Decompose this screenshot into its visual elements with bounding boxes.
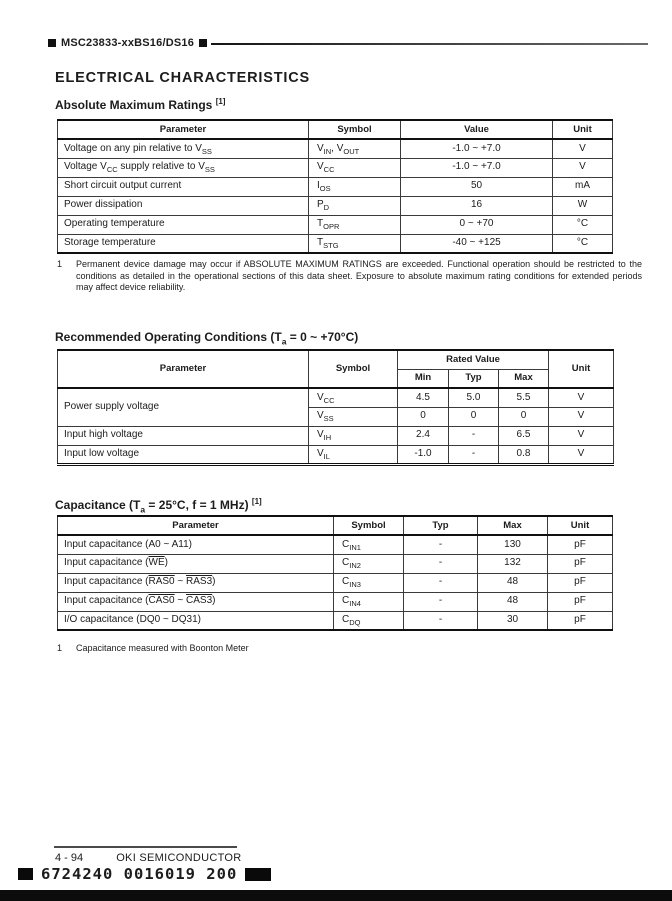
unit-cell: V [549, 426, 614, 445]
min-cell: -1.0 [398, 445, 449, 464]
column-header-value: Value [401, 120, 553, 139]
param-cell: Input capacitance (CAS0 ~ CAS3) [58, 592, 334, 611]
symbol-cell: $V_{IH}$ [309, 426, 398, 445]
symbol-cell: $T_{OPR}$ [309, 215, 401, 234]
symbol-cell: $V_{CC}$ [309, 388, 398, 407]
typ-cell: - [449, 426, 499, 445]
max-cell: 130 [478, 535, 548, 554]
table-row [58, 535, 613, 554]
table-row [58, 573, 613, 592]
abs-max-header-row [58, 120, 613, 139]
table-row [58, 215, 613, 234]
min-cell: 4.5 [398, 388, 449, 407]
table-row [58, 196, 613, 215]
footer-rule [54, 846, 237, 848]
document-header [48, 37, 648, 49]
column-header-symbol: Symbol [309, 120, 401, 139]
table-row [58, 554, 613, 573]
min-cell: 0 [398, 407, 449, 426]
unit-cell: V [549, 407, 614, 426]
footer-barcode-line [18, 866, 271, 882]
table-row [58, 139, 613, 158]
recommended-operating-conditions-table [57, 349, 614, 466]
unit-cell: V [553, 158, 613, 177]
param-cell: Voltage on any pin relative to $V_{SS}$ [58, 139, 309, 158]
unit-cell: V [549, 445, 614, 464]
param-cell: Input capacitance (RAS0 ~ RAS3) [58, 573, 334, 592]
footer-line [55, 852, 242, 864]
column-header-parameter: Parameter [58, 120, 309, 139]
footnote-number: 1 [57, 259, 63, 269]
column-header-unit: Unit [548, 516, 613, 535]
column-header-typ: Typ [449, 369, 499, 388]
section-heading-absolute-maximum-ratings [55, 97, 225, 112]
table-row [58, 158, 613, 177]
footnote-text: Permanent device damage may occur if ABSOLUTE MAXIMUM RATINGS are exceeded. Functional operation should be restricted to the conditions as detailed in the operational sections of this data sheet. Exposure to absolute maximum rating conditions for extended periods may affect device reliability. [76, 259, 642, 292]
header-rule [211, 43, 648, 45]
unit-cell: V [549, 388, 614, 407]
capacitance-footnote [57, 643, 642, 655]
footer-barcode-number: 6724240 0016019 200 [41, 865, 238, 883]
min-cell: 2.4 [398, 426, 449, 445]
typ-cell: 5.0 [449, 388, 499, 407]
max-cell: 30 [478, 611, 548, 630]
table-row [58, 234, 613, 253]
table-row [58, 445, 614, 464]
column-header-symbol: Symbol [309, 350, 398, 388]
column-header-unit: Unit [553, 120, 613, 139]
symbol-cell: $V_{SS}$ [309, 407, 398, 426]
column-header-parameter: Parameter [58, 350, 309, 388]
value-cell: -1.0 ~ +7.0 [401, 139, 553, 158]
symbol-cell: $C_{IN4}$ [334, 592, 404, 611]
typ-cell: - [404, 535, 478, 554]
symbol-cell: $V_{IN}$, $V_{OUT}$ [309, 139, 401, 158]
abs-max-heading-text: Absolute Maximum Ratings [55, 98, 216, 112]
param-cell: Power dissipation [58, 196, 309, 215]
max-cell: 48 [478, 592, 548, 611]
symbol-cell: $V_{IL}$ [309, 445, 398, 464]
typ-cell: 0 [449, 407, 499, 426]
column-header-min: Min [398, 369, 449, 388]
column-header-rated-value: Rated Value [398, 350, 549, 369]
symbol-cell: $I_{OS}$ [309, 177, 401, 196]
param-cell: Storage temperature [58, 234, 309, 253]
column-header-max: Max [478, 516, 548, 535]
typ-cell: - [404, 573, 478, 592]
table-row [58, 388, 614, 407]
unit-cell: pF [548, 611, 613, 630]
param-cell: Input low voltage [58, 445, 309, 464]
max-cell: 48 [478, 573, 548, 592]
table-row [58, 592, 613, 611]
barcode-square-left-icon [18, 868, 33, 880]
table-row [58, 611, 613, 630]
max-cell: 5.5 [499, 388, 549, 407]
symbol-cell: $C_{IN2}$ [334, 554, 404, 573]
capacitance-table [57, 515, 613, 631]
column-header-unit: Unit [549, 350, 614, 388]
value-cell: -40 ~ +125 [401, 234, 553, 253]
typ-cell: - [404, 611, 478, 630]
part-number: MSC23833-xxBS16/DS16 [61, 37, 195, 49]
header-square-right-icon [199, 39, 207, 47]
param-cell: Power supply voltage [58, 388, 309, 426]
column-header-typ: Typ [404, 516, 478, 535]
bottom-black-bar [0, 890, 672, 901]
unit-cell: W [553, 196, 613, 215]
symbol-cell: $C_{DQ}$ [334, 611, 404, 630]
unit-cell: pF [548, 554, 613, 573]
param-cell: Input capacitance $(\overline{WE})$ [58, 554, 334, 573]
param-cell: Input high voltage [58, 426, 309, 445]
symbol-cell: $V_{CC}$ [309, 158, 401, 177]
abs-max-table [57, 119, 613, 254]
symbol-cell: $C_{IN1}$ [334, 535, 404, 554]
param-cell: Input capacitance (A0 ~ A11) [58, 535, 334, 554]
capacitance-header-row [58, 516, 613, 535]
capacitance-heading-footnote-ref: [1] [251, 497, 262, 506]
max-cell: 0 [499, 407, 549, 426]
symbol-cell: $P_D$ [309, 196, 401, 215]
max-cell: 132 [478, 554, 548, 573]
symbol-cell: $C_{IN3}$ [334, 573, 404, 592]
column-header-parameter: Parameter [58, 516, 334, 535]
rec-op-header-row-1 [58, 350, 614, 369]
value-cell: 50 [401, 177, 553, 196]
unit-cell: pF [548, 592, 613, 611]
value-cell: 16 [401, 196, 553, 215]
footnote-text: Capacitance measured with Boonton Meter [76, 643, 249, 653]
unit-cell: °C [553, 234, 613, 253]
param-cell: Voltage $V_{CC}$ supply relative to $V_{SS}$ [58, 158, 309, 177]
typ-cell: - [449, 445, 499, 464]
param-cell: Operating temperature [58, 215, 309, 234]
typ-cell: - [404, 592, 478, 611]
value-cell: -1.0 ~ +7.0 [401, 158, 553, 177]
header-square-left-icon [48, 39, 56, 47]
value-cell: 0 ~ +70 [401, 215, 553, 234]
footnote-number: 1 [57, 643, 63, 653]
section-heading-recommended-operating-conditions: Recommended Operating Conditions ($T_a = 0$ ~ +70°C) [55, 330, 359, 347]
unit-cell: mA [553, 177, 613, 196]
section-heading-capacitance: Capacitance ($T_a = 25^\circ C$, f = 1 MHz) [1] [55, 497, 262, 515]
table-row [58, 426, 614, 445]
unit-cell: °C [553, 215, 613, 234]
unit-cell: V [553, 139, 613, 158]
param-cell: I/O capacitance (DQ0 ~ DQ31) [58, 611, 334, 630]
abs-max-heading-footnote-ref: [1] [215, 97, 226, 106]
page-title: ELECTRICAL CHARACTERISTICS [55, 70, 310, 86]
table-row [58, 177, 613, 196]
symbol-cell: $T_{STG}$ [309, 234, 401, 253]
column-header-max: Max [499, 369, 549, 388]
footer-page-number: 4 - 94 [55, 852, 84, 864]
typ-cell: - [404, 554, 478, 573]
max-cell: 6.5 [499, 426, 549, 445]
param-cell: Short circuit output current [58, 177, 309, 196]
column-header-symbol: Symbol [334, 516, 404, 535]
footer-company: OKI SEMICONDUCTOR [116, 852, 242, 864]
barcode-square-right-icon [245, 868, 271, 881]
unit-cell: pF [548, 535, 613, 554]
abs-max-footnote [57, 259, 642, 294]
max-cell: 0.8 [499, 445, 549, 464]
unit-cell: pF [548, 573, 613, 592]
